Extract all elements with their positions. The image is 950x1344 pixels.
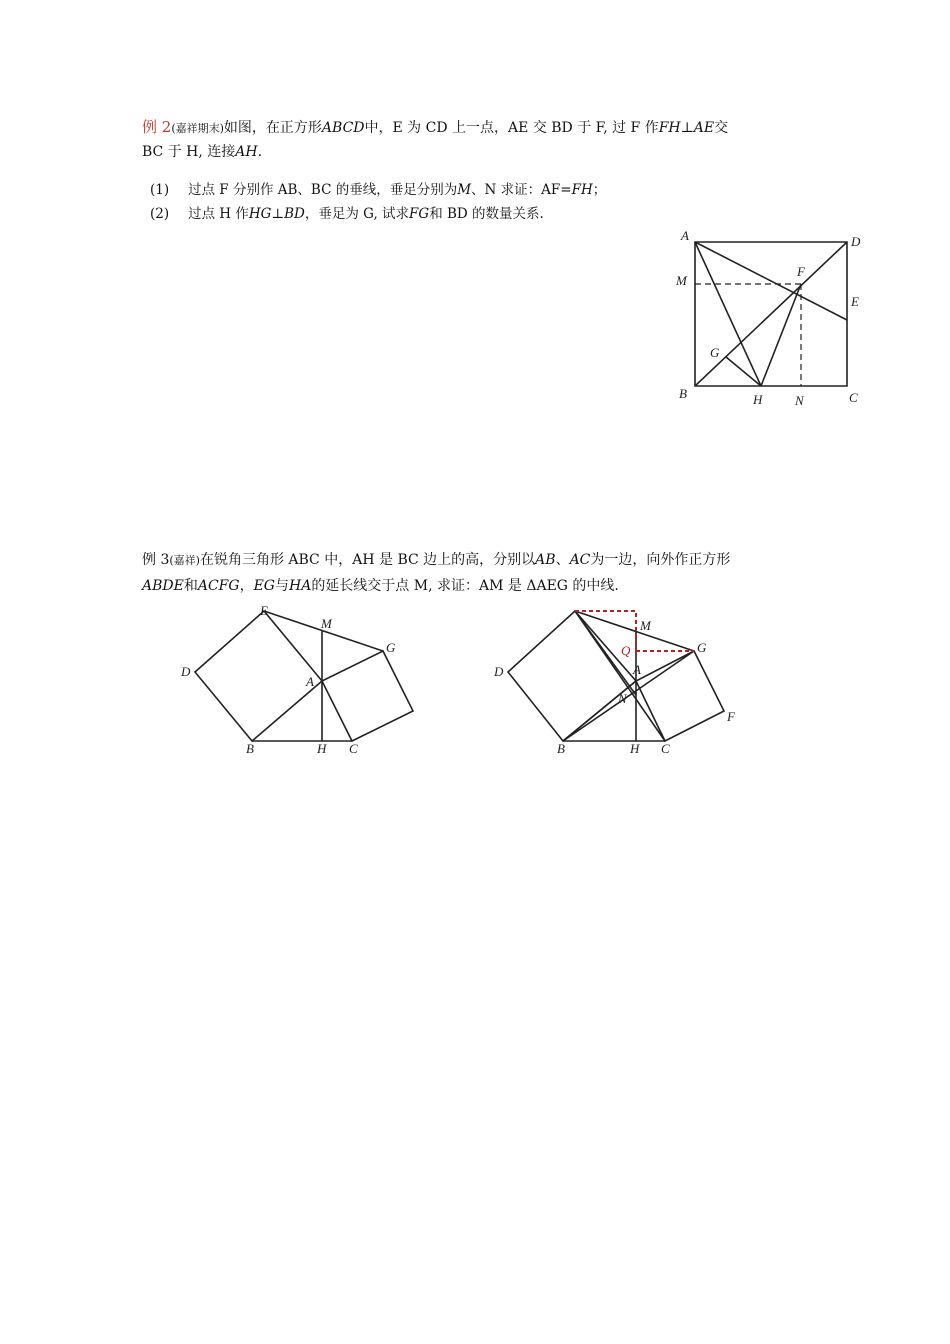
- text-segment: HG⊥BD: [248, 206, 305, 222]
- text-segment: M: [457, 182, 472, 198]
- label-d: D: [181, 664, 191, 679]
- label-d: D: [851, 234, 861, 249]
- text-segment: 为一边，向外作正方形: [590, 552, 731, 568]
- label-e: E: [260, 603, 268, 618]
- text-segment: 过点 F 分别作 AB、BC 的垂线，垂足分别为: [188, 182, 458, 198]
- text-segment: FG: [409, 206, 430, 222]
- example3-label: 例 3: [142, 552, 170, 568]
- text-segment: AH.: [235, 144, 263, 160]
- text-segment: 中，E 为 CD 上一点，AE 交 BD 于 F, 过 F 作: [364, 120, 659, 136]
- text-segment: 的延长线交于点 M, 求证：AM 是 ΔAEG 的中线.: [311, 578, 619, 594]
- question-number: (1): [150, 182, 170, 198]
- text-segment: ，垂足为 G, 试求: [304, 206, 410, 222]
- text-segment: ，: [239, 578, 254, 594]
- square-acfg: [636, 651, 724, 741]
- label-b: B: [246, 741, 254, 756]
- text-segment: ABCD: [321, 120, 365, 136]
- label-g: G: [697, 640, 707, 655]
- label-a: A: [633, 662, 641, 677]
- label-e: E: [851, 294, 859, 309]
- text-segment: EG: [253, 578, 275, 594]
- text-segment: ；: [592, 182, 607, 198]
- text-segment: 过点 H 作: [188, 206, 249, 222]
- label-m: M: [676, 273, 687, 288]
- label-h: H: [753, 392, 763, 407]
- text-segment: 与: [274, 578, 289, 594]
- text-segment: FH: [571, 182, 593, 198]
- text-segment: 交: [714, 120, 729, 136]
- segment-bg: [563, 651, 694, 741]
- label-b: B: [679, 386, 687, 401]
- label-f: F: [727, 709, 735, 724]
- example2-label: 例 2: [142, 118, 172, 136]
- text-segment: 、: [555, 552, 570, 568]
- text-segment: ACFG: [197, 578, 240, 594]
- text-segment: BC 于 H, 连接: [142, 144, 236, 160]
- label-m: M: [640, 618, 651, 633]
- text-segment: HA: [288, 578, 312, 594]
- text-segment: 在锐角三角形 ABC 中，AH 是 BC 边上的高，分别以: [199, 552, 536, 568]
- question-number: (2): [150, 206, 170, 222]
- square-abde: [508, 611, 636, 741]
- text-segment: ABDE: [142, 578, 184, 594]
- label-g: G: [710, 345, 720, 360]
- label-q: Q: [621, 643, 631, 658]
- label-m: M: [321, 616, 332, 631]
- label-h: H: [630, 741, 640, 756]
- label-h: H: [317, 741, 327, 756]
- label-c: C: [349, 741, 358, 756]
- label-c: C: [661, 741, 670, 756]
- label-c: C: [849, 390, 858, 405]
- label-n: N: [795, 393, 804, 408]
- text-segment: 、N 求证：AF=: [471, 182, 572, 198]
- example3-source: (嘉祥): [169, 554, 200, 567]
- label-n: N: [618, 691, 627, 706]
- label-b: B: [557, 741, 565, 756]
- label-a: A: [306, 674, 314, 689]
- text-segment: AC: [569, 552, 591, 568]
- segment-bn: [563, 681, 636, 741]
- text-segment: 如图，在正方形: [223, 120, 322, 136]
- text-segment: 和 BD 的数量关系.: [429, 206, 544, 222]
- example2-source: (嘉祥期末): [171, 122, 224, 135]
- label-g: G: [386, 640, 396, 655]
- text-segment: FH⊥AE: [658, 120, 715, 136]
- text-segment: 和: [183, 578, 198, 594]
- label-f: F: [797, 264, 805, 279]
- text-segment: AB: [535, 552, 556, 568]
- label-a: A: [681, 228, 689, 243]
- label-d: D: [494, 664, 504, 679]
